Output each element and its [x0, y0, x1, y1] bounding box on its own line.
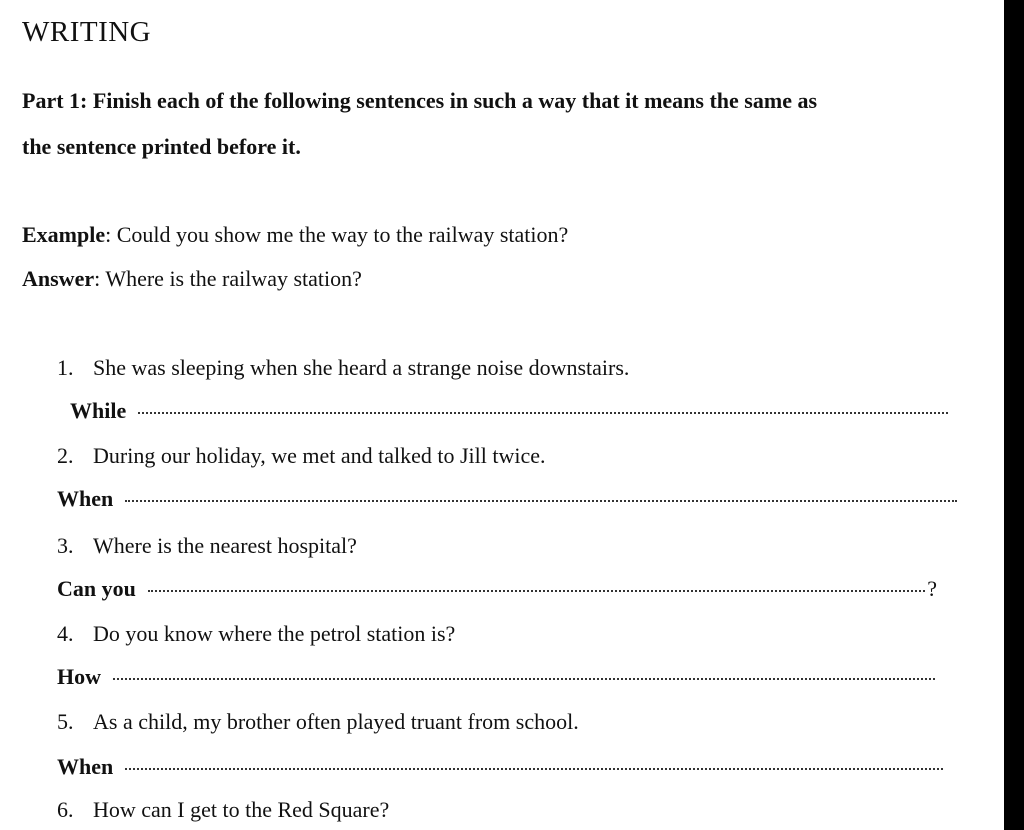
dotted-answer-line[interactable]: [138, 411, 948, 414]
page-title: WRITING: [22, 16, 152, 48]
dotted-answer-line[interactable]: [125, 767, 943, 770]
answer-field-4[interactable]: [57, 664, 935, 690]
dotted-answer-line[interactable]: [125, 499, 957, 502]
answer-text: : Where is the railway station?: [94, 266, 362, 291]
question-1: [57, 355, 629, 381]
question-sentence: Where is the nearest hospital?: [93, 533, 357, 558]
dotted-answer-line[interactable]: [113, 677, 935, 680]
question-2: [57, 443, 546, 469]
question-4: [57, 621, 455, 647]
answer-label: Answer: [22, 266, 95, 291]
example-label: Example: [22, 222, 106, 247]
question-number: 6.: [57, 797, 74, 822]
answer-prompt: When: [57, 754, 114, 779]
question-5: [57, 709, 579, 735]
question-sentence: Do you know where the petrol station is?: [93, 621, 456, 646]
page-edge-shadow: [1004, 0, 1024, 830]
question-number: 5.: [57, 709, 74, 734]
answer-field-3[interactable]: [57, 576, 937, 602]
question-sentence: She was sleeping when she heard a strange noise downstairs.: [93, 355, 630, 380]
example-line: [22, 222, 568, 248]
question-sentence: As a child, my brother often played truant from school.: [93, 709, 579, 734]
question-number: 4.: [57, 621, 74, 646]
question-number: 3.: [57, 533, 74, 558]
instruction-line-1: Part 1: Finish each of the following sentences in such a way that it means the same as: [22, 88, 818, 113]
instruction-line-2: the sentence printed before it.: [22, 134, 301, 159]
question-number: 2.: [57, 443, 74, 468]
answer-field-2[interactable]: [57, 486, 957, 512]
question-3: [57, 533, 357, 559]
question-number: 1.: [57, 355, 74, 380]
answer-line-example: [22, 266, 362, 292]
answer-prompt: When: [57, 486, 114, 511]
answer-field-1[interactable]: [70, 398, 948, 424]
dotted-answer-line[interactable]: [148, 589, 925, 592]
answer-ending: ?: [927, 576, 937, 601]
answer-prompt: How: [57, 664, 101, 689]
answer-field-5[interactable]: [57, 754, 943, 780]
question-6: [57, 797, 389, 823]
answer-prompt: Can you: [57, 576, 136, 601]
question-sentence: How can I get to the Red Square?: [93, 797, 390, 822]
answer-prompt: While: [70, 398, 127, 423]
example-text: : Could you show me the way to the railway station?: [105, 222, 569, 247]
question-sentence: During our holiday, we met and talked to Jill twice.: [93, 443, 546, 468]
